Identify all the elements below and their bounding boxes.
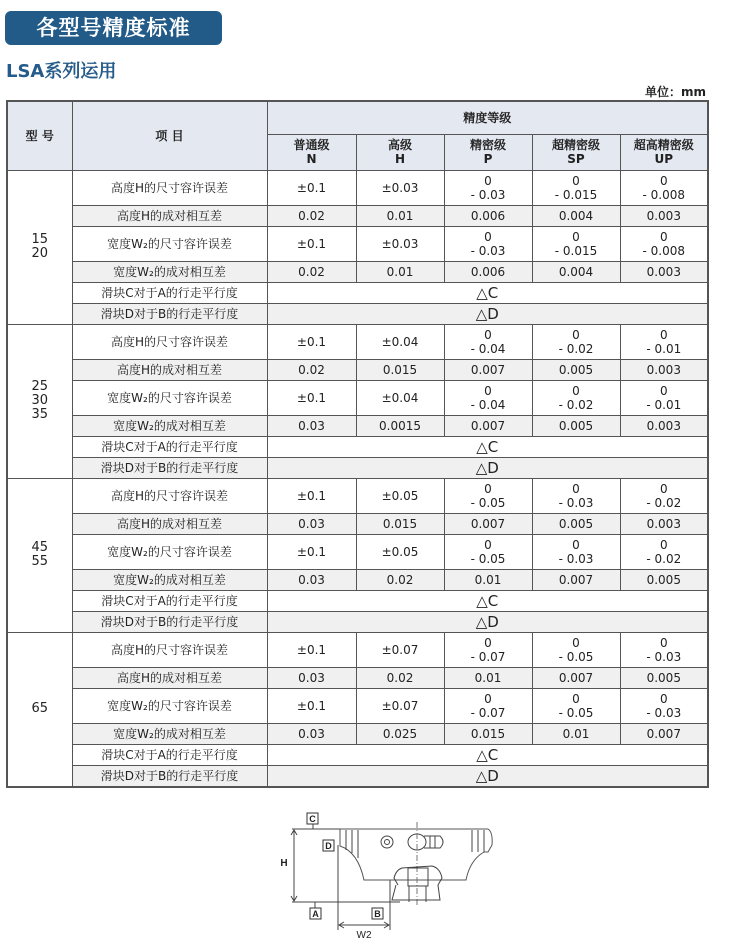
- item-label: 高度H的尺寸容许误差: [72, 632, 267, 667]
- item-label: 宽度W₂的成对相互差: [72, 415, 267, 436]
- value-cell: [267, 632, 356, 667]
- value-cell: [620, 569, 708, 590]
- value-text: 0.007: [470, 362, 506, 377]
- item-label: 宽度W₂的成对相互差: [72, 261, 267, 282]
- value-text: ±0.03: [381, 180, 419, 195]
- item-label: 宽度W₂的成对相互差: [72, 723, 267, 744]
- grade-code: UP: [654, 152, 674, 166]
- item-label: 宽度W₂的尺寸容许误差: [72, 380, 267, 415]
- value-cell: [267, 688, 356, 723]
- value-cell: [444, 569, 532, 590]
- header-item: 项 目: [72, 101, 267, 170]
- value-text: 0.01: [386, 264, 414, 279]
- item-label: 高度H的成对相互差: [72, 667, 267, 688]
- grade-name: 高级: [387, 138, 412, 152]
- value-cell: [620, 723, 708, 744]
- value-cell: [620, 324, 708, 359]
- value-text: 0: [659, 229, 668, 244]
- value-text: 0: [484, 229, 492, 244]
- value-cell: [356, 723, 444, 744]
- item-label: 高度H的尺寸容许误差: [72, 170, 267, 205]
- screw-icon: [381, 836, 393, 848]
- value-text: - 0.008: [642, 187, 686, 202]
- label-b: B: [374, 909, 381, 919]
- value-text: - 0.01: [646, 341, 682, 356]
- value-cell: [444, 205, 532, 226]
- value-cell: [356, 667, 444, 688]
- item-label: 高度H的成对相互差: [72, 205, 267, 226]
- parallelism-value: △D: [267, 765, 708, 787]
- value-text: 0: [572, 383, 580, 398]
- item-label: 高度H的成对相互差: [72, 359, 267, 380]
- value-cell: [356, 513, 444, 534]
- grade-name: 普通级: [293, 138, 330, 152]
- value-text: ±0.1: [296, 544, 327, 559]
- value-cell: [267, 478, 356, 513]
- value-cell: [444, 324, 532, 359]
- value-cell: [620, 380, 708, 415]
- item-label: 滑块D对于B的行走平行度: [72, 303, 267, 324]
- value-cell: [532, 226, 620, 261]
- value-text: 0: [659, 481, 668, 496]
- value-text: - 0.02: [558, 341, 594, 356]
- value-cell: [267, 513, 356, 534]
- value-cell: [356, 478, 444, 513]
- value-cell: [532, 534, 620, 569]
- value-text: 0.003: [646, 418, 681, 433]
- value-cell: [444, 478, 532, 513]
- value-cell: [532, 205, 620, 226]
- value-cell: [620, 688, 708, 723]
- table-row: [7, 226, 708, 261]
- value-cell: [267, 569, 356, 590]
- value-text: ±0.04: [381, 334, 419, 349]
- value-text: - 0.015: [554, 187, 598, 202]
- value-text: 0: [572, 481, 580, 496]
- value-text: - 0.03: [470, 187, 506, 202]
- item-label: 宽度W₂的成对相互差: [72, 569, 267, 590]
- value-cell: [444, 688, 532, 723]
- value-text: 0.03: [298, 516, 325, 531]
- value-cell: [532, 324, 620, 359]
- value-cell: [532, 513, 620, 534]
- value-text: 0.02: [298, 208, 325, 223]
- table-row: [7, 611, 708, 632]
- model-cell: [7, 478, 72, 632]
- model-cell: [7, 632, 72, 787]
- value-text: 0.025: [382, 726, 418, 741]
- value-text: ±0.07: [381, 642, 419, 657]
- table-row: [7, 744, 708, 765]
- value-cell: [267, 667, 356, 688]
- grade-code: SP: [567, 152, 585, 166]
- value-text: 0: [572, 691, 580, 706]
- item-label: 滑块C对于A的行走平行度: [72, 282, 267, 303]
- value-text: - 0.01: [646, 397, 682, 412]
- value-cell: [620, 632, 708, 667]
- value-text: ±0.04: [381, 390, 419, 405]
- value-text: 0.005: [558, 418, 594, 433]
- value-cell: [532, 261, 620, 282]
- grade-code: P: [483, 152, 493, 166]
- value-cell: [356, 205, 444, 226]
- value-cell: [356, 170, 444, 205]
- value-text: 0.03: [298, 670, 325, 685]
- value-text: 0.005: [558, 362, 594, 377]
- value-cell: [620, 534, 708, 569]
- value-text: ±0.1: [296, 642, 327, 657]
- value-cell: [444, 723, 532, 744]
- table-row: [7, 534, 708, 569]
- value-text: - 0.02: [646, 495, 682, 510]
- header-grade-group: 精度等级: [267, 101, 708, 134]
- item-label: 宽度W₂的尺寸容许误差: [72, 226, 267, 261]
- value-text: 0.005: [646, 572, 681, 587]
- value-cell: [620, 513, 708, 534]
- value-cell: [532, 667, 620, 688]
- grade-name: 超精密级: [551, 138, 600, 152]
- model-number: 35: [31, 407, 49, 422]
- value-text: 0.006: [470, 264, 506, 279]
- item-label: 滑块C对于A的行走平行度: [72, 744, 267, 765]
- value-text: ±0.1: [296, 488, 327, 503]
- value-text: 0: [659, 537, 668, 552]
- value-text: 0.02: [298, 264, 325, 279]
- value-text: - 0.07: [470, 705, 506, 720]
- header-grade-n: [267, 134, 356, 170]
- value-cell: [620, 415, 708, 436]
- value-text: - 0.015: [554, 243, 598, 258]
- value-text: ±0.03: [381, 236, 419, 251]
- header-model: 型 号: [7, 101, 72, 170]
- value-cell: [620, 226, 708, 261]
- model-number: 30: [31, 393, 49, 408]
- value-text: - 0.04: [470, 341, 506, 356]
- table-row: [7, 324, 708, 359]
- table-row: [7, 457, 708, 478]
- section-title: 各型号精度标准: [5, 11, 222, 45]
- item-label: 滑块D对于B的行走平行度: [72, 457, 267, 478]
- value-text: 0.0015: [379, 418, 421, 433]
- slider-diagram: [272, 806, 504, 941]
- value-text: 0: [484, 537, 492, 552]
- value-text: 0.02: [298, 362, 325, 377]
- value-text: - 0.008: [642, 243, 686, 258]
- value-text: - 0.07: [470, 649, 506, 664]
- value-text: - 0.05: [558, 649, 594, 664]
- value-cell: [532, 569, 620, 590]
- value-text: - 0.05: [558, 705, 594, 720]
- table-row: [7, 380, 708, 415]
- value-text: ±0.05: [381, 544, 419, 559]
- item-label: 滑块D对于B的行走平行度: [72, 765, 267, 787]
- grade-name: 超高精密级: [633, 138, 694, 152]
- table-row: [7, 303, 708, 324]
- table-row: [7, 282, 708, 303]
- value-cell: [356, 359, 444, 380]
- value-cell: [356, 226, 444, 261]
- item-label: 滑块C对于A的行走平行度: [72, 436, 267, 457]
- series-subtitle: LSA系列运用: [6, 61, 117, 82]
- value-cell: [356, 324, 444, 359]
- header-grade-up: [620, 134, 708, 170]
- value-text: 0.015: [382, 516, 418, 531]
- accuracy-table: [6, 100, 709, 788]
- value-cell: [532, 688, 620, 723]
- value-cell: [356, 632, 444, 667]
- parallelism-value: △C: [267, 282, 708, 303]
- value-text: 0.006: [470, 208, 506, 223]
- model-cell: [7, 170, 72, 324]
- value-cell: [444, 380, 532, 415]
- value-cell: [267, 226, 356, 261]
- value-text: 0.007: [558, 670, 594, 685]
- table-row: [7, 590, 708, 611]
- parallelism-value: △C: [267, 590, 708, 611]
- value-text: 0: [484, 173, 492, 188]
- value-cell: [444, 226, 532, 261]
- parallelism-value: △C: [267, 436, 708, 457]
- item-label: 宽度W₂的尺寸容许误差: [72, 688, 267, 723]
- value-text: 0: [572, 635, 580, 650]
- value-text: 0.01: [562, 726, 590, 741]
- value-cell: [267, 359, 356, 380]
- value-text: 0.01: [386, 208, 414, 223]
- value-text: ±0.1: [296, 180, 327, 195]
- header-grade-h: [356, 134, 444, 170]
- value-text: 0: [659, 383, 668, 398]
- value-text: 0.007: [470, 516, 506, 531]
- value-cell: [620, 205, 708, 226]
- value-text: 0.02: [386, 670, 414, 685]
- value-text: 0: [484, 327, 492, 342]
- table-row: [7, 513, 708, 534]
- value-cell: [267, 205, 356, 226]
- table-row: [7, 632, 708, 667]
- value-text: 0.003: [646, 264, 681, 279]
- value-text: ±0.1: [296, 334, 327, 349]
- item-label: 滑块C对于A的行走平行度: [72, 590, 267, 611]
- value-text: 0: [659, 635, 668, 650]
- value-cell: [532, 478, 620, 513]
- value-cell: [444, 534, 532, 569]
- value-text: 0: [659, 691, 668, 706]
- model-number: 25: [31, 379, 49, 394]
- value-text: 0: [484, 691, 492, 706]
- header-grade-p: [444, 134, 532, 170]
- value-text: 0.03: [298, 418, 325, 433]
- value-cell: [444, 632, 532, 667]
- parallelism-value: △D: [267, 457, 708, 478]
- value-text: - 0.03: [646, 705, 682, 720]
- value-text: 0.007: [558, 572, 594, 587]
- table-row: [7, 667, 708, 688]
- value-text: - 0.05: [470, 551, 506, 566]
- value-text: - 0.02: [558, 397, 594, 412]
- grade-code: N: [306, 152, 317, 166]
- value-text: 0.003: [646, 516, 681, 531]
- value-text: 0.003: [646, 362, 681, 377]
- value-text: - 0.04: [470, 397, 506, 412]
- value-text: 0.007: [646, 726, 681, 741]
- header-grade-sp: [532, 134, 620, 170]
- value-text: 0: [659, 327, 668, 342]
- value-cell: [444, 667, 532, 688]
- value-text: ±0.07: [381, 698, 419, 713]
- value-text: 0: [484, 383, 492, 398]
- table-row: [7, 205, 708, 226]
- table-row: [7, 723, 708, 744]
- value-text: 0: [484, 635, 492, 650]
- value-text: ±0.1: [296, 236, 327, 251]
- value-text: ±0.1: [296, 698, 327, 713]
- value-text: 0.015: [382, 362, 418, 377]
- table-row: [7, 436, 708, 457]
- label-d: D: [325, 841, 332, 851]
- grade-name: 精密级: [469, 138, 506, 152]
- value-text: 0.004: [558, 208, 594, 223]
- value-text: 0.01: [474, 572, 502, 587]
- table-row: [7, 478, 708, 513]
- value-text: - 0.03: [558, 495, 594, 510]
- value-cell: [444, 415, 532, 436]
- model-number: 65: [31, 701, 49, 716]
- value-cell: [532, 723, 620, 744]
- value-text: ±0.05: [381, 488, 419, 503]
- model-number: 15: [31, 232, 49, 247]
- item-label: 滑块D对于B的行走平行度: [72, 611, 267, 632]
- item-label: 宽度W₂的尺寸容许误差: [72, 534, 267, 569]
- value-cell: [532, 359, 620, 380]
- value-cell: [620, 478, 708, 513]
- item-label: 高度H的尺寸容许误差: [72, 478, 267, 513]
- value-text: 0.03: [298, 726, 325, 741]
- model-cell: [7, 324, 72, 478]
- value-cell: [532, 380, 620, 415]
- value-cell: [267, 324, 356, 359]
- value-cell: [444, 513, 532, 534]
- value-cell: [267, 723, 356, 744]
- value-cell: [444, 261, 532, 282]
- value-text: 0: [659, 173, 668, 188]
- table-row: [7, 569, 708, 590]
- value-text: 0: [572, 327, 580, 342]
- value-cell: [267, 170, 356, 205]
- value-cell: [267, 534, 356, 569]
- parallelism-value: △D: [267, 303, 708, 324]
- value-cell: [620, 667, 708, 688]
- value-text: 0.004: [558, 264, 594, 279]
- value-text: 0: [484, 481, 492, 496]
- value-text: 0.007: [470, 418, 506, 433]
- value-cell: [356, 534, 444, 569]
- value-cell: [444, 170, 532, 205]
- label-c: C: [309, 814, 316, 824]
- value-text: 0: [572, 537, 580, 552]
- model-number: 55: [31, 554, 49, 569]
- unit-label: 单位：mm: [644, 85, 706, 99]
- value-text: - 0.02: [646, 551, 682, 566]
- parallelism-value: △D: [267, 611, 708, 632]
- value-cell: [356, 380, 444, 415]
- value-cell: [620, 261, 708, 282]
- value-cell: [267, 415, 356, 436]
- value-cell: [356, 415, 444, 436]
- table-row: [7, 688, 708, 723]
- value-text: 0.015: [470, 726, 506, 741]
- value-cell: [356, 569, 444, 590]
- value-cell: [267, 380, 356, 415]
- value-text: 0.005: [558, 516, 594, 531]
- value-cell: [267, 261, 356, 282]
- parallelism-value: △C: [267, 744, 708, 765]
- value-text: ±0.1: [296, 390, 327, 405]
- value-cell: [620, 170, 708, 205]
- value-text: 0.005: [646, 670, 681, 685]
- value-cell: [444, 359, 532, 380]
- value-text: 0: [572, 229, 580, 244]
- value-cell: [356, 688, 444, 723]
- table-row: [7, 765, 708, 787]
- table-row: [7, 359, 708, 380]
- value-cell: [532, 632, 620, 667]
- block-outline: [340, 829, 492, 880]
- value-cell: [532, 415, 620, 436]
- label-w2: W2: [356, 930, 372, 941]
- value-text: 0.003: [646, 208, 681, 223]
- item-label: 高度H的成对相互差: [72, 513, 267, 534]
- label-h: H: [280, 858, 288, 869]
- model-number: 45: [31, 540, 49, 555]
- table-row: [7, 261, 708, 282]
- value-text: 0: [572, 173, 580, 188]
- value-cell: [356, 261, 444, 282]
- model-number: 20: [31, 246, 49, 261]
- value-text: - 0.03: [470, 243, 506, 258]
- value-text: - 0.03: [646, 649, 682, 664]
- value-text: - 0.05: [470, 495, 506, 510]
- item-label: 高度H的尺寸容许误差: [72, 324, 267, 359]
- value-text: 0.02: [386, 572, 414, 587]
- table-row: [7, 415, 708, 436]
- grade-code: H: [394, 152, 406, 166]
- table-row: [7, 170, 708, 205]
- value-text: 0.01: [474, 670, 502, 685]
- value-text: 0.03: [298, 572, 325, 587]
- value-cell: [620, 359, 708, 380]
- value-text: - 0.03: [558, 551, 594, 566]
- value-cell: [532, 170, 620, 205]
- label-a: A: [312, 909, 319, 919]
